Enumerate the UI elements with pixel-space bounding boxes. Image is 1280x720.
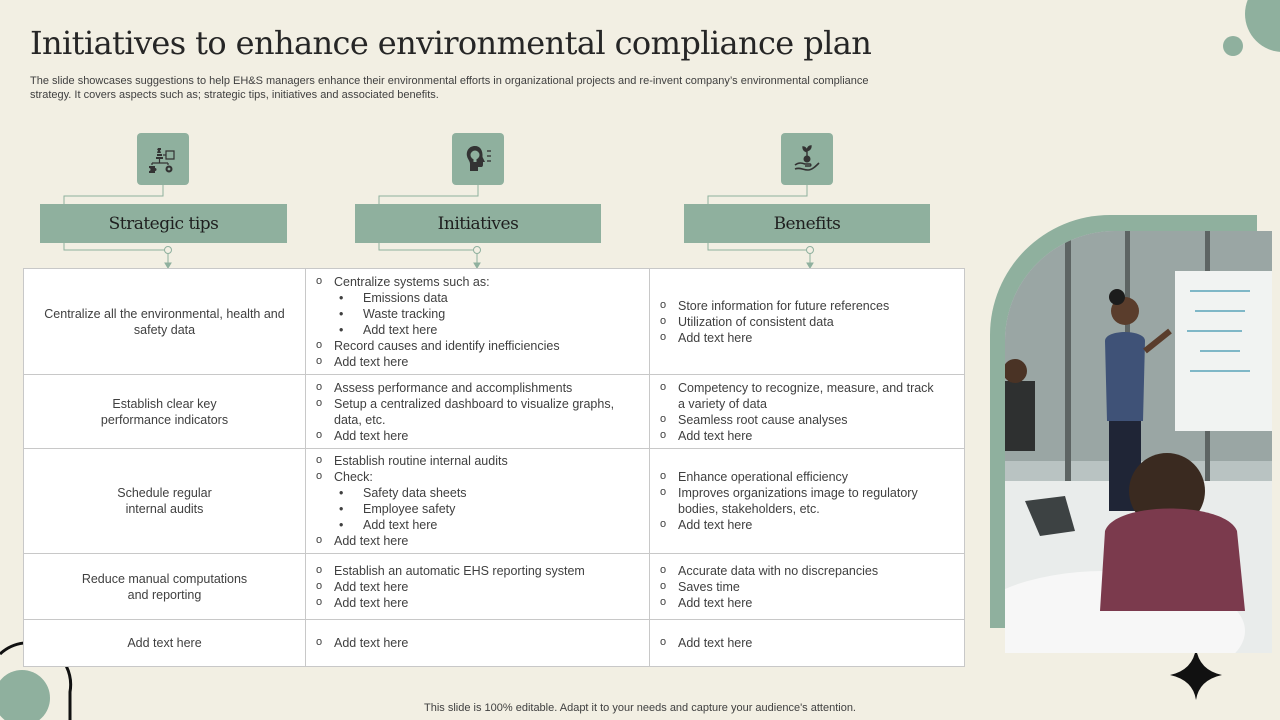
strategic-tip-text: and reporting [127,587,202,602]
initiatives-item: • Employee safety [316,501,649,517]
benefits-item: o Saves time [660,579,964,595]
strategic-tip-text: safety data [133,322,196,337]
header-strategic-tips: Strategic tips [40,204,287,243]
benefits-item: bodies, stakeholders, etc. [678,502,820,516]
strategic-tip-cell [23,619,306,667]
hand-money-plant-icon [781,133,833,185]
strategic-tip-cell [23,268,306,375]
initiatives-item: data, etc. [334,412,386,427]
strategic-tip-cell [23,374,306,449]
benefits-cell [649,268,965,375]
benefits-cell [649,448,965,554]
initiatives-item: o Record causes and identify inefficiencies [316,338,649,354]
page-subtitle: The slide showcases suggestions to help EH&S managers enhance their environmental efforts in organizational projects and re-invent company’s environmental compliance strategy. It covers aspects such as; strategic tips, initiatives and associated benefits. [30,75,869,101]
strategic-tip-text: Centralize all the environmental, health and [44,306,285,321]
benefits-item: o Competency to recognize, measure, and track [660,380,964,396]
initiatives-item: o Add text here [316,533,649,549]
benefits-cell [649,374,965,449]
benefits-item: o Add text here [660,517,964,533]
benefits-item: a variety of data [678,396,767,411]
initiatives-cell [305,268,650,375]
benefits-item: o Add text here [660,635,964,651]
benefits-item: o Add text here [660,428,964,444]
initiatives-item: o Establish an automatic EHS reporting system [316,563,649,579]
office-meeting-photo [1005,231,1272,653]
benefits-item: o Store information for future references [660,298,964,314]
initiatives-item: o Setup a centralized dashboard to visualize graphs, [316,396,649,412]
benefits-cell [649,619,965,667]
strategic-tip-text: Schedule regular [117,486,212,500]
initiatives-item: o Establish routine internal audits [316,453,649,469]
initiatives-item: • Waste tracking [316,306,649,322]
benefits-item: o Add text here [660,330,964,346]
initiatives-item: • Add text here [316,322,649,338]
initiatives-item: o Add text here [316,595,649,611]
compliance-table [23,268,964,666]
strategic-tip-text: internal audits [125,502,204,516]
initiatives-cell [305,448,650,554]
small-dot-top-right [1223,36,1243,56]
initiatives-cell [305,553,650,620]
benefits-item: o Improves organizations image to regulatory [660,485,964,501]
initiatives-item: • Add text here [316,517,649,533]
benefits-cell [649,553,965,620]
header-initiatives: Initiatives [355,204,601,243]
head-lightbulb-icon [452,133,504,185]
strategic-tip-text: Reduce manual computations [81,571,248,586]
strategic-tip-text: performance indicators [100,412,229,427]
initiatives-item: o Assess performance and accomplishments [316,380,649,396]
footer-note: This slide is 100% editable. Adapt it to your needs and capture your audience's attention. [424,702,856,714]
initiatives-item: o Add text here [316,354,649,370]
initiatives-cell [305,374,650,449]
strategy-chess-puzzle-icon [137,133,189,185]
initiatives-item: • Safety data sheets [316,485,649,501]
benefits-item: o Utilization of consistent data [660,314,964,330]
benefits-item: o Seamless root cause analyses [660,412,964,428]
strategic-tip-cell [23,553,306,620]
header-benefits: Benefits [684,204,930,243]
initiatives-item: o Add text here [316,428,649,444]
benefits-item: o Enhance operational efficiency [660,469,964,485]
initiatives-item: o Add text here [316,635,649,651]
strategic-tip-text: Add text here [127,636,202,650]
strategic-tip-text: Establish clear key [112,396,217,411]
initiatives-item: o Centralize systems such as: [316,274,649,290]
initiatives-item: o Check: [316,469,649,485]
benefits-item: o Add text here [660,595,964,611]
strategic-tip-cell [23,448,306,554]
initiatives-item: o Add text here [316,579,649,595]
corner-circle-top-right [1245,0,1280,52]
initiatives-item: • Emissions data [316,290,649,306]
benefits-item: o Accurate data with no discrepancies [660,563,964,579]
page-title: Initiatives to enhance environmental compliance plan [30,24,872,62]
sparkle-star-icon [1170,648,1222,700]
initiatives-cell [305,619,650,667]
